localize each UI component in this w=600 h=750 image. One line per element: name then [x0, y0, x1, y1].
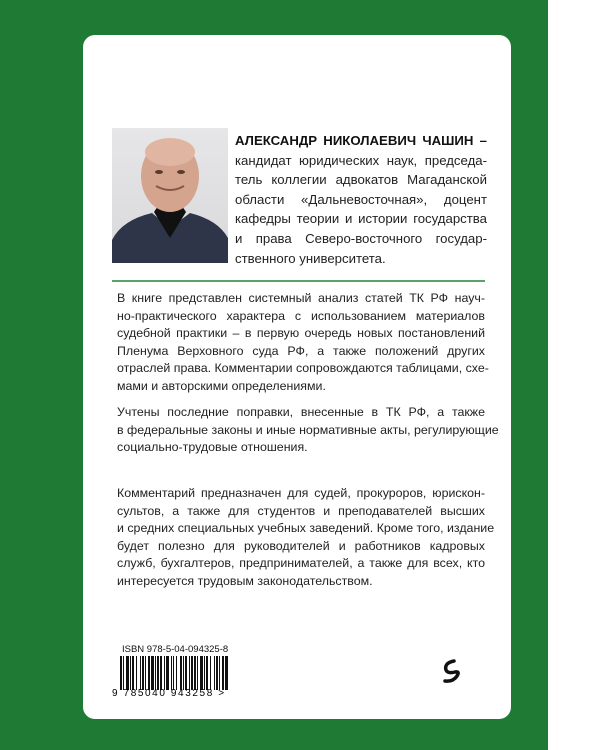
barcode-bar — [185, 656, 187, 690]
text-line: судебной практики – в первую очередь новых постановлений — [117, 326, 485, 341]
barcode-bar — [204, 656, 205, 690]
barcode-bar — [140, 656, 141, 690]
barcode-bar — [176, 656, 177, 690]
barcode-bar — [157, 656, 159, 690]
bio-line: кафедры теории и истории государства — [235, 211, 487, 227]
barcode-bar — [160, 656, 162, 690]
barcode-bar — [180, 656, 182, 690]
text-line: но-практического характера с использованием материалов — [117, 308, 485, 323]
bio-line: кандидат юридических наук, председа- — [235, 152, 487, 168]
barcode-bar — [145, 656, 146, 690]
barcode-bar — [210, 656, 211, 690]
text-line: будет полезно для руководителей и работников кадровых — [117, 538, 485, 553]
text-line: сультов, а также для студентов и преподавателей высших — [117, 503, 485, 518]
barcode-bar — [216, 656, 218, 690]
text-line: Учтены последние поправки, внесенные в ТК РФ, а также — [117, 405, 485, 419]
barcode-bar — [222, 656, 224, 690]
author-name: АЛЕКСАНДР НИКОЛАЕВИЧ ЧАШИН – — [235, 133, 487, 148]
text-line: служб, бухгалтеров, предпринимателей, а также для всех, кто — [117, 556, 485, 571]
text-line: отраслей права. Комментарии сопровождаются таблицами, схе- — [117, 361, 489, 376]
barcode-bar — [171, 656, 172, 690]
bio-line: тель коллегии адвокатов Магаданской — [235, 172, 487, 188]
barcode-bar — [142, 656, 144, 690]
text-line: интересуется трудовым законодательством. — [117, 573, 373, 588]
barcode-bar — [197, 656, 198, 690]
barcode-bar — [123, 656, 124, 690]
text-line: Комментарий предназначен для судей, прокуроров, юрискон- — [117, 486, 485, 500]
text-line: в федеральные законы и иные нормативные акты, регулирующие — [117, 422, 499, 437]
barcode-bar — [183, 656, 184, 690]
author-bio — [235, 131, 487, 268]
bio-line: области «Дальневосточная», доцент — [235, 191, 487, 207]
barcode-bar — [151, 656, 154, 690]
barcode-bar — [194, 656, 196, 690]
amendments-paragraph — [117, 404, 499, 457]
author-photo — [112, 128, 228, 263]
barcode-digits: 9 785040 943258 > — [112, 688, 226, 699]
barcode-bar — [214, 656, 215, 690]
bio-line: и права Северо-восточного государ- — [235, 230, 487, 246]
barcode-bar — [155, 656, 156, 690]
barcode — [112, 656, 232, 698]
isbn-text: ISBN 978-5-04-094325-8 — [122, 644, 229, 655]
barcode-bar — [206, 656, 208, 690]
divider — [112, 280, 485, 282]
barcode-bar — [166, 656, 169, 690]
barcode-bar — [120, 656, 122, 690]
barcode-bar — [126, 656, 129, 690]
publisher-logo-icon — [440, 658, 462, 691]
audience-paragraph — [117, 485, 495, 591]
text-line: Пленума Верховного суда РФ, а также положений других — [117, 343, 485, 358]
barcode-bar — [132, 656, 134, 690]
barcode-bar — [164, 656, 165, 690]
barcode-bar — [200, 656, 203, 690]
barcode-bar — [173, 656, 174, 690]
bio-line: ственного университета. — [235, 250, 386, 266]
barcode-bar — [225, 656, 228, 690]
description-paragraph — [117, 290, 489, 396]
barcode-bar — [136, 656, 137, 690]
barcode-bar — [148, 656, 150, 690]
barcode-bar — [130, 656, 131, 690]
text-line: В книге представлен системный анализ статей ТК РФ науч- — [117, 291, 485, 305]
barcode-bar — [219, 656, 220, 690]
barcode-bar — [191, 656, 193, 690]
text-line: социально-трудовые отношения. — [117, 440, 308, 455]
text-line: и средних специальных учебных заведений. Кроме того, издание — [117, 521, 495, 536]
text-line: мами и авторскими определениями. — [117, 378, 326, 393]
barcode-bar — [189, 656, 190, 690]
